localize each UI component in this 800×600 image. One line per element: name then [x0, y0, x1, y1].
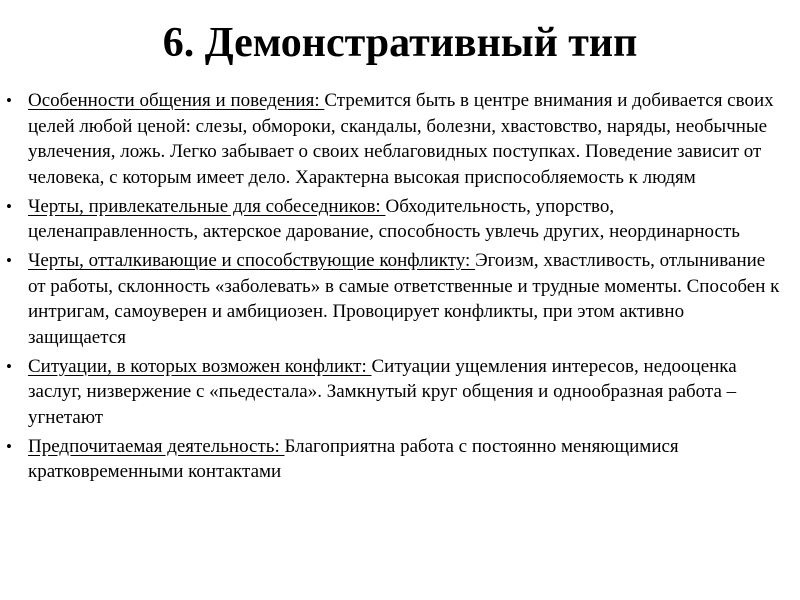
bullet-label: Черты, привлекательные для собеседников: — [28, 195, 386, 217]
bullet-text: Ситуации ущемления интересов, недооценка заслуг, низвержение с «пьедестала». Замкнутый круг общения и однообразная работа – угнетают — [28, 355, 737, 428]
bullet-communication — [6, 88, 780, 190]
slide-title: 6. Демонстративный тип — [162, 20, 638, 66]
bullet-conflict-situations — [6, 354, 780, 431]
bullet-text: Эгоизм, хвастливость, отлынивание от работы, склонность «заболевать» в самые ответственные и трудные моменты. Способен к интригам, самоуверен и амбициозен. Провоцирует конфликты, при этом активно защищается — [28, 250, 780, 348]
bullet-repulsive-traits — [6, 248, 780, 350]
bullet-label: Особенности общения и поведения: — [28, 90, 325, 111]
bullet-label: Черты, отталкивающие и способствующие конфликту: — [28, 250, 476, 271]
bullet-dot-icon: • — [6, 436, 12, 456]
bullet-label: Предпочитаемая деятельность: — [28, 435, 285, 457]
bullet-text: Стремится быть в центре внимания и добивается своих целей любой ценой: слезы, обмороки, скандалы, болезни, хвастовство, наряды, необычные увлечения, ложь. Легко забывает о своих неблаговидных поступках. Поведение зависит от человека, с которым имеет дело. Характерна высокая приспособляемость к людям — [28, 90, 774, 188]
bullet-dot-icon: • — [6, 356, 12, 376]
bullet-dot-icon: • — [6, 91, 12, 110]
bullet-preferred-activity — [6, 434, 780, 485]
bullet-attractive-traits — [6, 194, 780, 245]
bullet-dot-icon: • — [6, 196, 12, 216]
bullet-label: Ситуации, в которых возможен конфликт: — [28, 355, 372, 377]
bullet-list — [6, 88, 780, 488]
bullet-text: Обходительность, упорство, целенаправленность, актерское дарование, способность увлечь других, неординарность — [28, 195, 740, 242]
bullet-dot-icon: • — [6, 251, 12, 270]
bullet-text: Благоприятна работа с постоянно меняющимися кратковременными контактами — [28, 435, 679, 482]
